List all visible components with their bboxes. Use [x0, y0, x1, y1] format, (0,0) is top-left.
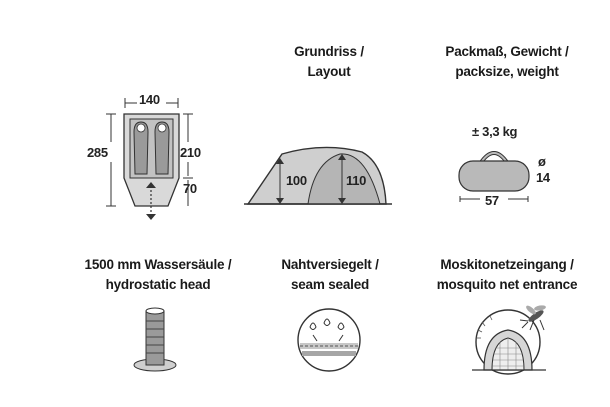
pack-title-line1: Packmaß, Gewicht /: [445, 44, 569, 59]
diameter-label: 14: [536, 170, 550, 185]
mosquito-net-icon: [470, 300, 560, 376]
hydrostatic-title-line1: 1500 mm Wassersäule /: [84, 257, 232, 272]
mosquito-title-line1: Moskitonetzeingang /: [440, 257, 574, 272]
inner-length-label: 210: [180, 145, 201, 160]
mosquito-title-line2: mosquito net entrance: [436, 277, 578, 292]
seam-title: [235, 255, 425, 295]
height-front-label: 100: [286, 173, 307, 188]
mosquito-title: [412, 255, 602, 295]
floor-plan-icon: [100, 94, 210, 224]
pack-title: [412, 42, 602, 82]
seam-title-line1: Nahtversiegelt /: [281, 257, 379, 272]
hydrostatic-title-line2: hydrostatic head: [105, 277, 211, 292]
water-column-icon: [130, 305, 180, 375]
seam-sealed-icon: [296, 307, 362, 373]
height-inner-label: 110: [346, 173, 367, 188]
diameter-symbol: ø: [538, 154, 546, 169]
layout-title-line1: Grundriss /: [294, 44, 364, 59]
layout-title: [234, 42, 424, 82]
vestibule-length-label: 70: [183, 181, 197, 196]
seam-title-line2: seam sealed: [290, 277, 370, 292]
tent-side-view-icon: [244, 140, 394, 210]
floor-length-label: 285: [87, 145, 108, 160]
layout-title-line2: Layout: [307, 64, 351, 79]
weight-label: ± 3,3 kg: [472, 124, 518, 139]
floor-width-label: 140: [139, 92, 160, 107]
hydrostatic-title: [63, 255, 253, 295]
pack-title-line2: packsize, weight: [455, 64, 559, 79]
length-label: 57: [485, 193, 499, 208]
